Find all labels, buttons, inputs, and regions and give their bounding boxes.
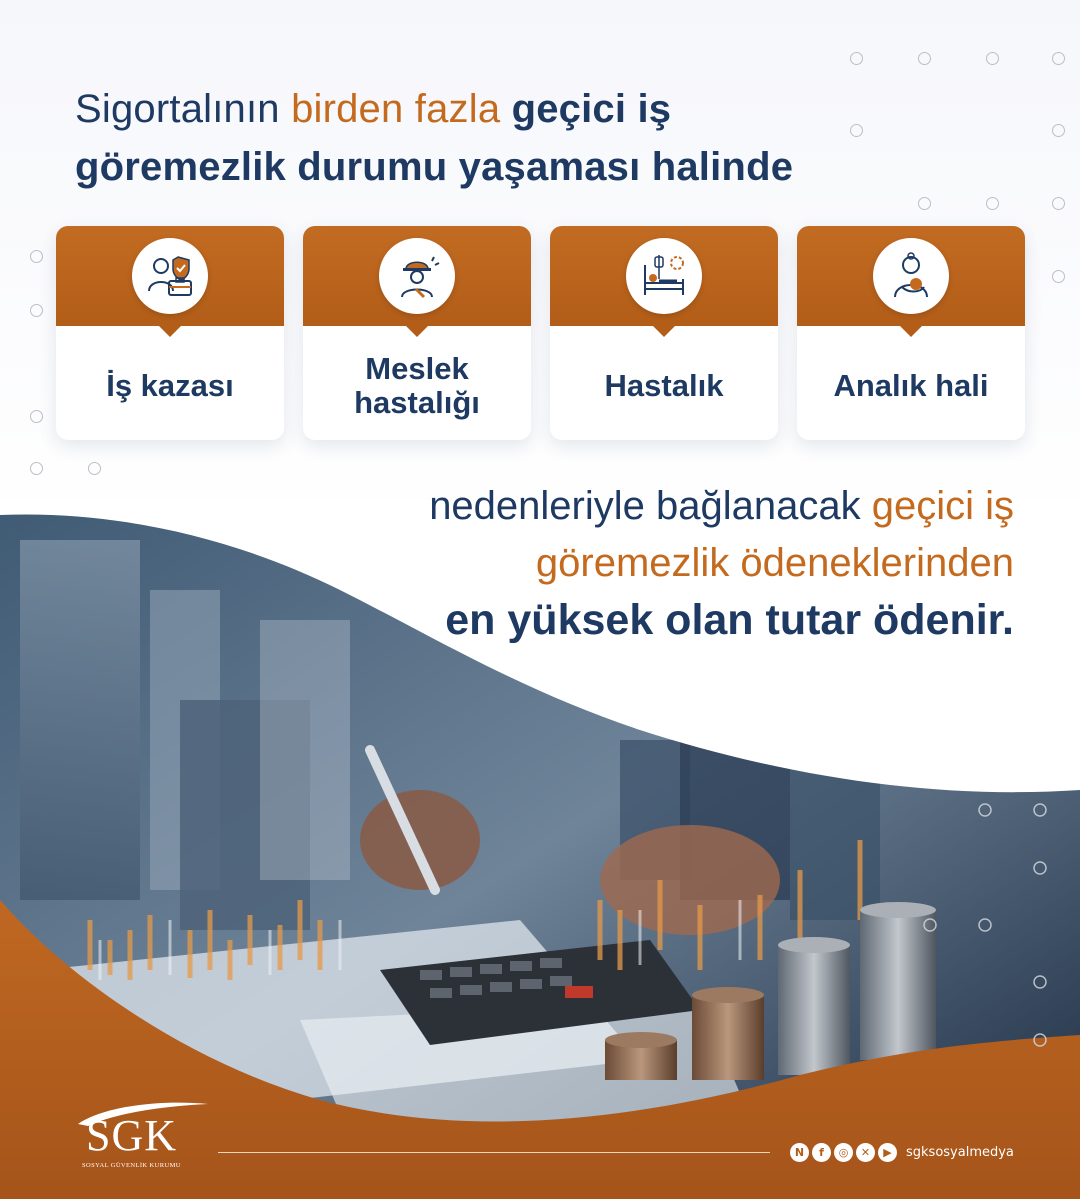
instagram-icon[interactable]: ◎ <box>834 1143 853 1162</box>
dot <box>918 52 931 65</box>
dot <box>850 52 863 65</box>
conclusion-line-1a: nedenleriyle bağlanacak <box>429 484 872 528</box>
headline-highlight: birden fazla <box>291 87 501 131</box>
card-header <box>797 226 1025 326</box>
card-hastalik <box>550 226 778 440</box>
conclusion-highlight-1: geçici iş <box>871 484 1014 528</box>
facebook-icon[interactable]: f <box>812 1143 831 1162</box>
card-is-kazasi <box>56 226 284 440</box>
card-label: Analık hali <box>833 368 989 403</box>
dot <box>30 410 43 423</box>
youtube-icon[interactable]: ▶ <box>878 1143 897 1162</box>
card-label: İş kazası <box>106 368 234 403</box>
dot <box>1052 197 1065 210</box>
card-header <box>550 226 778 326</box>
dot <box>1052 270 1065 283</box>
dot <box>88 462 101 475</box>
dot <box>1052 52 1065 65</box>
card-header <box>303 226 531 326</box>
mother-baby-icon <box>873 238 949 314</box>
social-links <box>790 1141 1014 1163</box>
dot <box>918 197 931 210</box>
dot <box>986 197 999 210</box>
card-meslek-hastaligi <box>303 226 531 440</box>
logo-text: SGK <box>86 1111 178 1160</box>
hospital-bed-icon <box>626 238 702 314</box>
dot <box>30 250 43 263</box>
dot <box>30 304 43 317</box>
reason-cards <box>56 226 1026 446</box>
headline-part-3: geçici iş <box>500 87 672 131</box>
construction-worker-icon <box>379 238 455 314</box>
card-header <box>56 226 284 326</box>
worker-shield-briefcase-icon <box>132 238 208 314</box>
headline-line-2: göremezlik durumu yaşaması halinde <box>75 145 794 189</box>
nsosyal-icon[interactable]: N <box>790 1143 809 1162</box>
card-label: Meslek hastalığı <box>354 351 480 420</box>
headline-part-1: Sigortalının <box>75 87 292 131</box>
card-label: Hastalık <box>604 368 724 403</box>
logo-subtitle: SOSYAL GÜVENLİK KURUMU <box>82 1162 181 1169</box>
dot <box>986 52 999 65</box>
dot <box>30 462 43 475</box>
dot <box>1052 124 1065 137</box>
card-analik-hali <box>797 226 1025 440</box>
headline <box>75 80 975 196</box>
sgk-logo <box>68 1098 218 1178</box>
conclusion-text <box>254 478 1014 649</box>
x-icon[interactable]: ✕ <box>856 1143 875 1162</box>
conclusion-line-2: göremezlik ödeneklerinden <box>535 541 1014 585</box>
footer-divider <box>218 1152 770 1153</box>
conclusion-line-3: en yüksek olan tutar ödenir. <box>445 596 1014 644</box>
social-handle[interactable]: sgksosyalmedya <box>906 1144 1014 1160</box>
